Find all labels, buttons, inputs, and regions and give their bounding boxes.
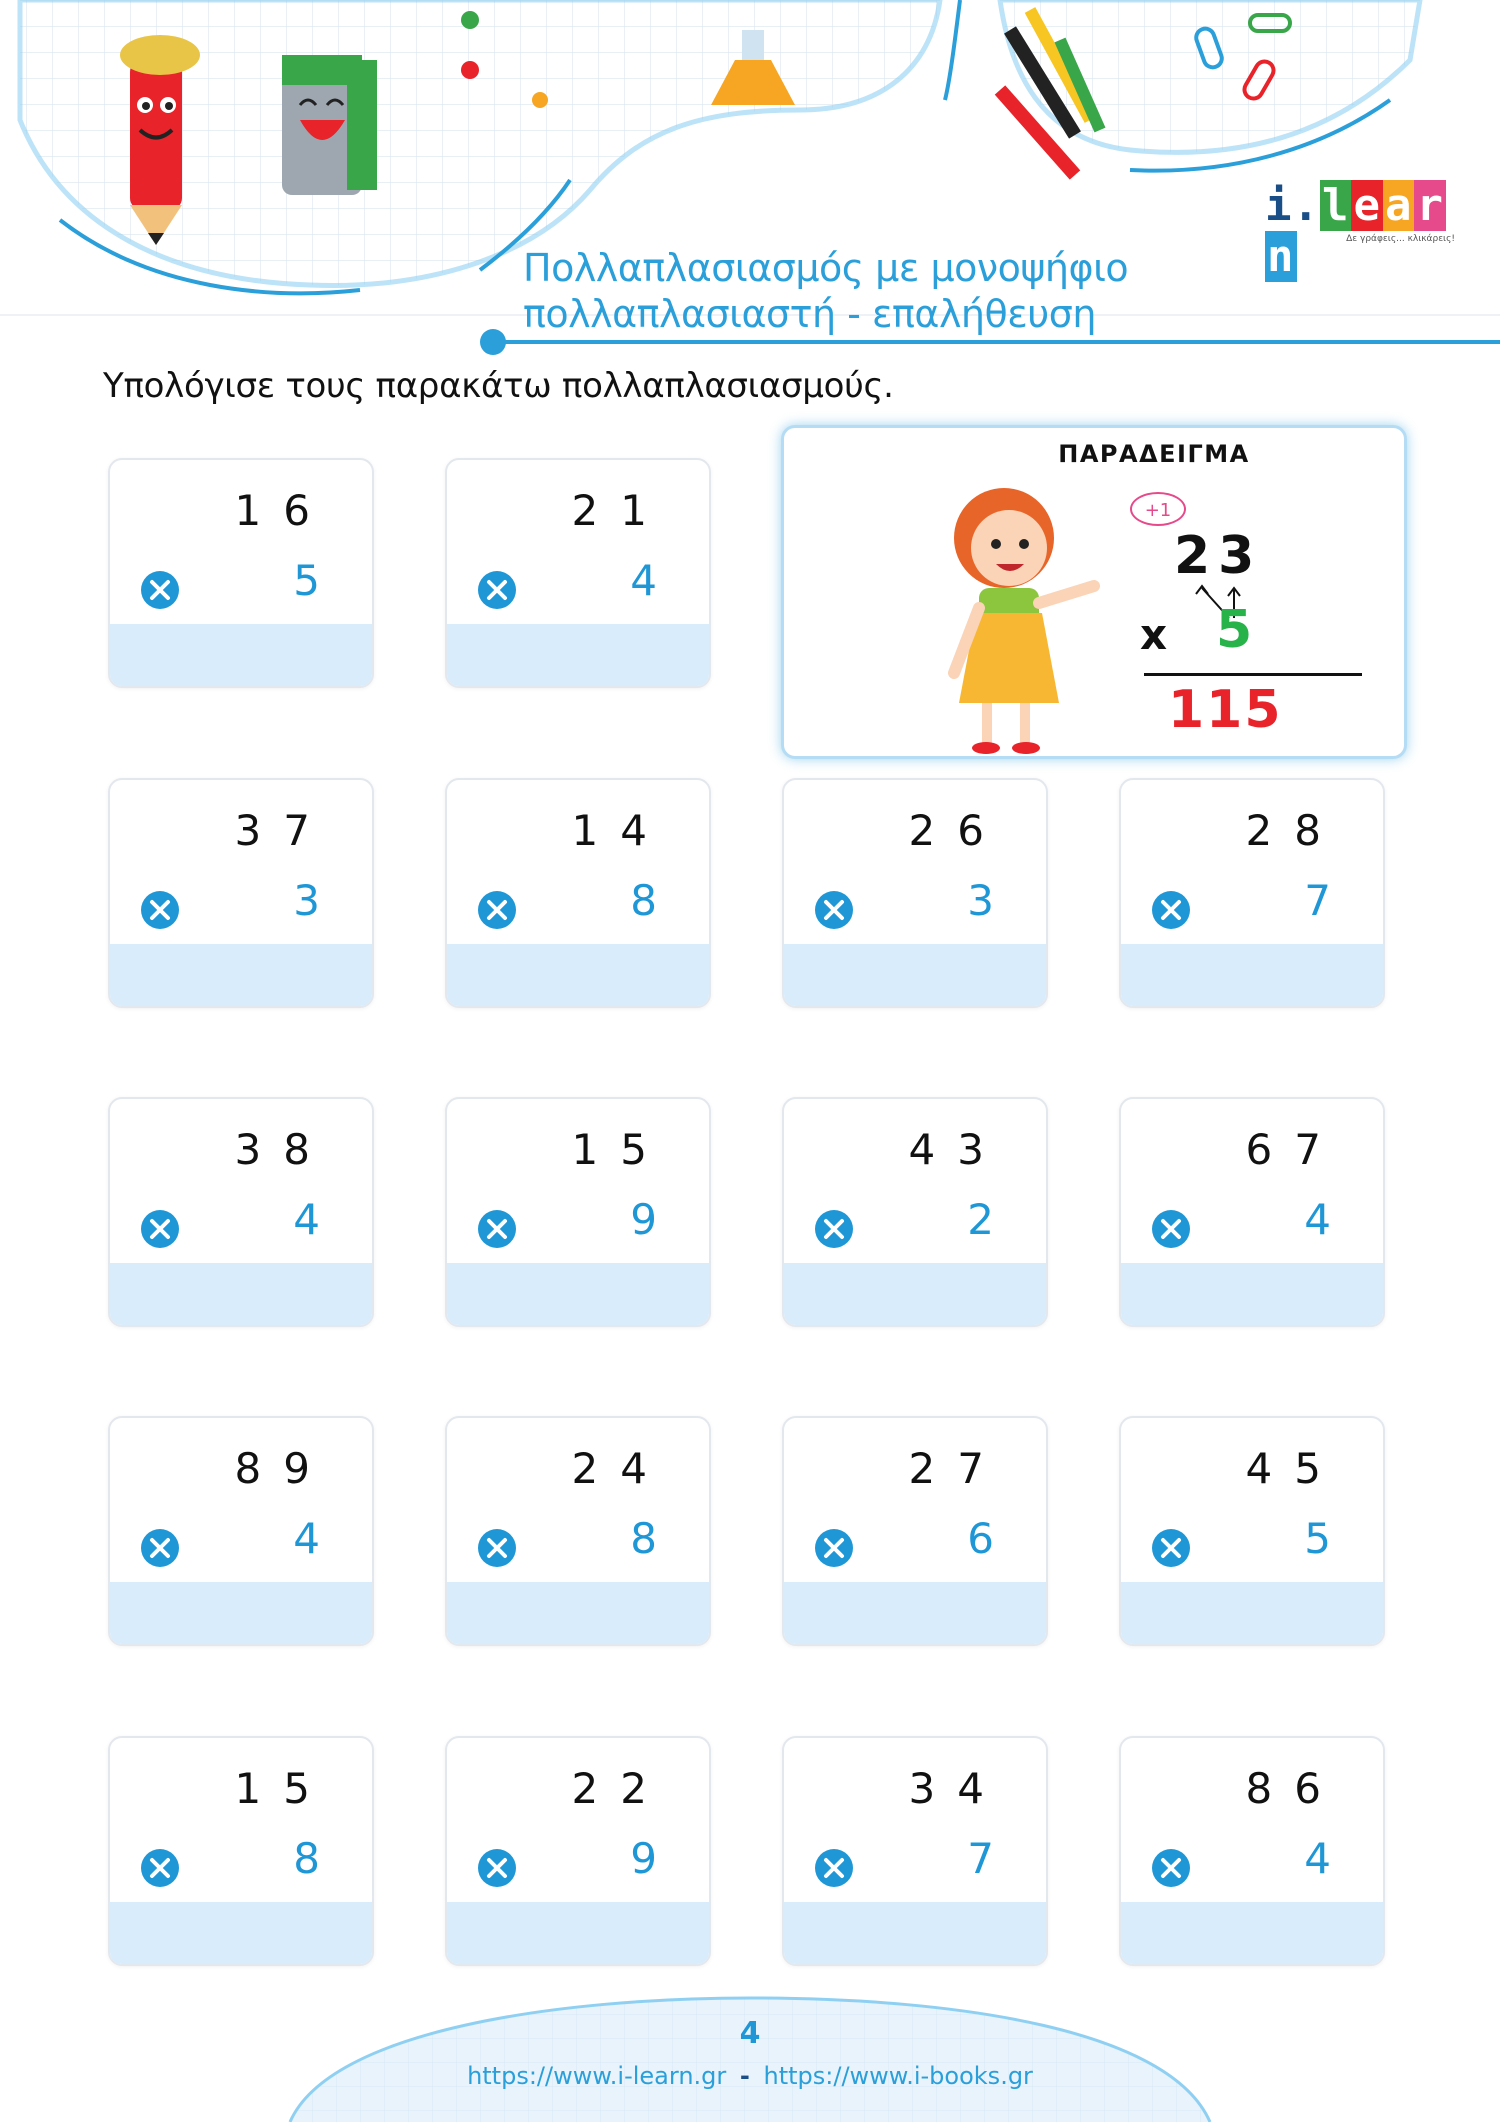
carry-arrow-icon [784,428,1410,762]
exercise-multiplier: 6 [967,1514,994,1563]
exercise-multiplier: 5 [1304,1514,1331,1563]
exercise-card [108,778,374,1008]
sharpener-character-icon [282,55,377,195]
example-result: 115 [1168,680,1283,740]
exercise-multiplicand: 34 [908,1764,1006,1813]
page-title-line-2: πολλαπλασιαστή - επαλήθευση [523,292,1096,336]
exercise-multiplicand: 15 [571,1125,669,1174]
exercise-multiplicand: 38 [234,1125,332,1174]
exercise-card [108,1097,374,1327]
times-circle-icon [140,890,180,930]
exercise-card [445,778,711,1008]
ilearn-logo [1265,180,1465,282]
exercise-multiplicand: 22 [571,1764,669,1813]
exercise-multiplicand: 67 [1245,1125,1343,1174]
page-title [523,245,1223,337]
example-operator: x [1140,610,1168,659]
exercise-card [108,458,374,688]
exercise-multiplicand: 86 [1245,1764,1343,1813]
exercise-card [1119,1416,1385,1646]
times-circle-icon [477,1848,517,1888]
exercise-multiplicand: 21 [571,486,669,535]
pushpin-icon [461,61,479,79]
exercise-multiplier: 4 [1304,1195,1331,1244]
exercise-multiplicand: 14 [571,806,669,855]
example-box [781,425,1407,759]
exercise-multiplier: 3 [967,876,994,925]
page-title-line-1: Πολλαπλασιασμός με μονοψήφιο [523,246,1129,290]
exercise-answer-field[interactable] [110,1902,372,1964]
exercise-answer-field[interactable] [110,624,372,686]
exercise-card [782,1736,1048,1966]
times-circle-icon [814,890,854,930]
footer-link-separator: - [739,2062,750,2090]
exercise-multiplier: 4 [293,1195,320,1244]
exercise-card [1119,1736,1385,1966]
example-title: ΠΑΡΑΔΕΙΓΜΑ [1058,440,1250,468]
times-circle-icon [1151,1848,1191,1888]
exercise-card [445,1097,711,1327]
exercise-answer-field[interactable] [1121,1902,1383,1964]
times-circle-icon [140,1528,180,1568]
times-circle-icon [477,1528,517,1568]
exercise-multiplier: 8 [630,1514,657,1563]
exercise-card [445,458,711,688]
footer-link-ibooks[interactable]: https://www.i-books.gr [763,2062,1033,2090]
times-circle-icon [814,1848,854,1888]
exercise-multiplier: 8 [293,1834,320,1883]
exercise-answer-field[interactable] [110,944,372,1006]
exercise-card [1119,1097,1385,1327]
page-number: 4 [739,2016,761,2051]
times-circle-icon [814,1209,854,1249]
exercise-multiplicand: 43 [908,1125,1006,1174]
exercise-multiplier: 3 [293,876,320,925]
exercise-multiplier: 7 [967,1834,994,1883]
exercise-multiplier: 4 [1304,1834,1331,1883]
example-result-line [1144,673,1362,676]
exercise-card [445,1416,711,1646]
exercise-answer-field[interactable] [110,1263,372,1325]
example-carry: +1 [1130,492,1186,526]
exercise-card [1119,778,1385,1008]
times-circle-icon [814,1528,854,1568]
exercise-multiplicand: 16 [234,486,332,535]
logo-slogan: Δε γράφεις... κλικάρεις! [1346,234,1455,244]
exercise-answer-field[interactable] [447,624,709,686]
exercise-multiplicand: 45 [1245,1444,1343,1493]
exercise-multiplicand: 28 [1245,806,1343,855]
exercise-multiplier: 8 [630,876,657,925]
pushpin-icon [532,92,548,108]
exercise-multiplicand: 15 [234,1764,332,1813]
footer-link-ilearn[interactable]: https://www.i-learn.gr [467,2062,727,2090]
exercise-card [782,1097,1048,1327]
times-circle-icon [1151,890,1191,930]
exercise-multiplicand: 37 [234,806,332,855]
example-multiplicand: 23 [1174,526,1263,586]
exercise-multiplier: 9 [630,1834,657,1883]
exercise-multiplicand: 89 [234,1444,332,1493]
exercise-card [445,1736,711,1966]
exercise-multiplier: 9 [630,1195,657,1244]
exercise-answer-field[interactable] [110,1582,372,1644]
exercise-answer-field[interactable] [1121,1582,1383,1644]
times-circle-icon [140,1209,180,1249]
title-underline [494,340,1500,344]
exercise-multiplier: 5 [293,556,320,605]
times-circle-icon [1151,1528,1191,1568]
exercise-card [782,778,1048,1008]
pushpin-icon [461,11,479,29]
exercise-multiplicand: 27 [908,1444,1006,1493]
exercise-multiplier: 2 [967,1195,994,1244]
exercise-card [108,1736,374,1966]
exercise-answer-field[interactable] [1121,1263,1383,1325]
exercise-card [782,1416,1048,1646]
exercise-multiplicand: 24 [571,1444,669,1493]
exercise-multiplier: 4 [293,1514,320,1563]
times-circle-icon [477,890,517,930]
times-circle-icon [140,1848,180,1888]
exercise-answer-field[interactable] [447,1263,709,1325]
exercise-answer-field[interactable] [447,1582,709,1644]
times-circle-icon [477,1209,517,1249]
exercise-multiplier: 7 [1304,876,1331,925]
exercise-multiplier: 4 [630,556,657,605]
exercise-answer-field[interactable] [784,1902,1046,1964]
times-circle-icon [477,570,517,610]
exercise-answer-field[interactable] [784,1582,1046,1644]
instruction-text: Υπολόγισε τους παρακάτω πολλαπλασιασμούς. [103,366,894,406]
exercise-answer-field[interactable] [784,944,1046,1006]
exercise-card [108,1416,374,1646]
logo-wordmark: i.learn [1265,180,1444,282]
exercise-answer-field[interactable] [1121,944,1383,1006]
footer-links [0,2062,1500,2090]
times-circle-icon [140,570,180,610]
exercise-answer-field[interactable] [784,1263,1046,1325]
example-multiplier: 5 [1216,600,1253,660]
footer-illustration [0,1990,1500,2122]
exercise-answer-field[interactable] [447,944,709,1006]
exercise-multiplicand: 26 [908,806,1006,855]
times-circle-icon [1151,1209,1191,1249]
exercise-answer-field[interactable] [447,1902,709,1964]
